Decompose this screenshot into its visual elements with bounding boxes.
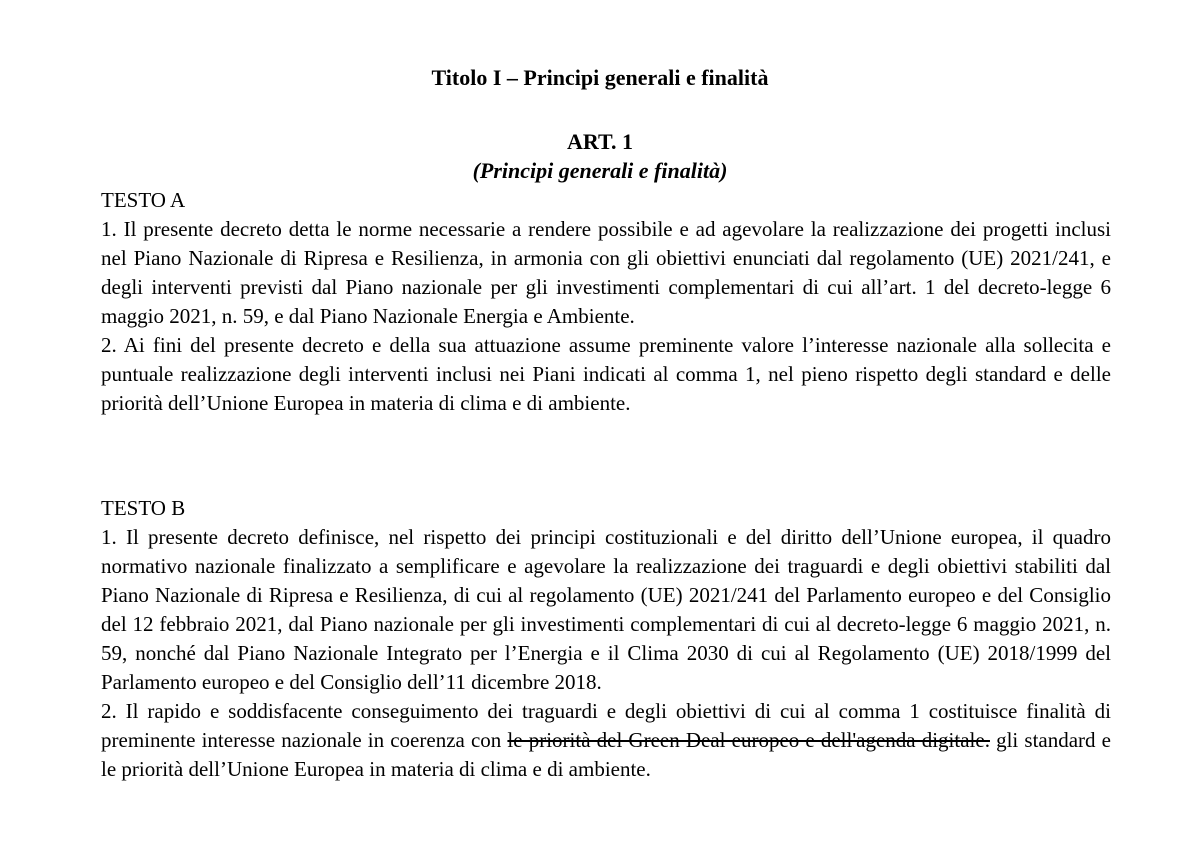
title-heading: Titolo I – Principi generali e finalità	[431, 65, 769, 90]
testo-a-comma-1: 1. Il presente decreto detta le norme necessarie a rendere possibile e ad agevolare la realizzazione dei progetti inclusi nel Piano Nazionale di Ripresa e Resilienza, in armonia con gli obiettivi enunciati dal regolamento (UE) 2021/241, e degli interventi previsti dal Piano nazionale per gli investimenti complementari di cui all’art. 1 del decreto-legge 6 maggio 2021, n. 59, e dal Piano Nazionale Energia e Ambiente.	[101, 217, 1111, 328]
testo-b-comma-2	[101, 697, 1111, 784]
testo-a-section	[101, 186, 1111, 418]
article-number: ART. 1	[566, 129, 634, 154]
testo-a-label: TESTO A	[101, 188, 186, 212]
testo-b-comma-2-before: 2. Il rapido e soddisfacente conseguimento dei traguardi e degli obiettivi di cui al comma 1 costituisce finalità di preminente interesse nazionale in coerenza con	[101, 699, 1111, 752]
testo-b-comma-2-after: gli standard e le priorità dell’Unione Europea in materia di clima e di ambiente.	[101, 728, 1111, 781]
testo-a-comma-2: 2. Ai fini del presente decreto e della sua attuazione assume preminente valore l’interesse nazionale alla sollecita e puntuale realizzazione degli interventi inclusi nei Piani indicati al comma 1, nel pieno rispetto degli standard e delle priorità dell’Unione Europea in materia di clima e di ambiente.	[101, 333, 1111, 415]
testo-b-label: TESTO B	[101, 496, 186, 520]
testo-b-section	[101, 494, 1111, 784]
testo-b-comma-1: 1. Il presente decreto definisce, nel rispetto dei principi costituzionali e del diritto dell’Unione europea, il quadro normativo nazionale finalizzato a semplificare e agevolare la realizzazione dei traguardi e degli obiettivi stabiliti dal Piano Nazionale di Ripresa e Resilienza, di cui al regolamento (UE) 2021/241 del Parlamento europeo e del Consiglio del 12 febbraio 2021, dal Piano nazionale per gli investimenti complementari di cui al decreto-legge 6 maggio 2021, n. 59, nonché dal Piano Nazionale Integrato per l’Energia e il Clima 2030 di cui al Regolamento (UE) 2018/1999 del Parlamento europeo e del Consiglio dell’11 dicembre 2018.	[101, 525, 1111, 694]
article-subtitle: (Principi generali e finalità)	[472, 158, 728, 183]
testo-b-comma-2-struck-text: le priorità del Green Deal europeo e dell'agenda digitale.	[507, 728, 990, 752]
